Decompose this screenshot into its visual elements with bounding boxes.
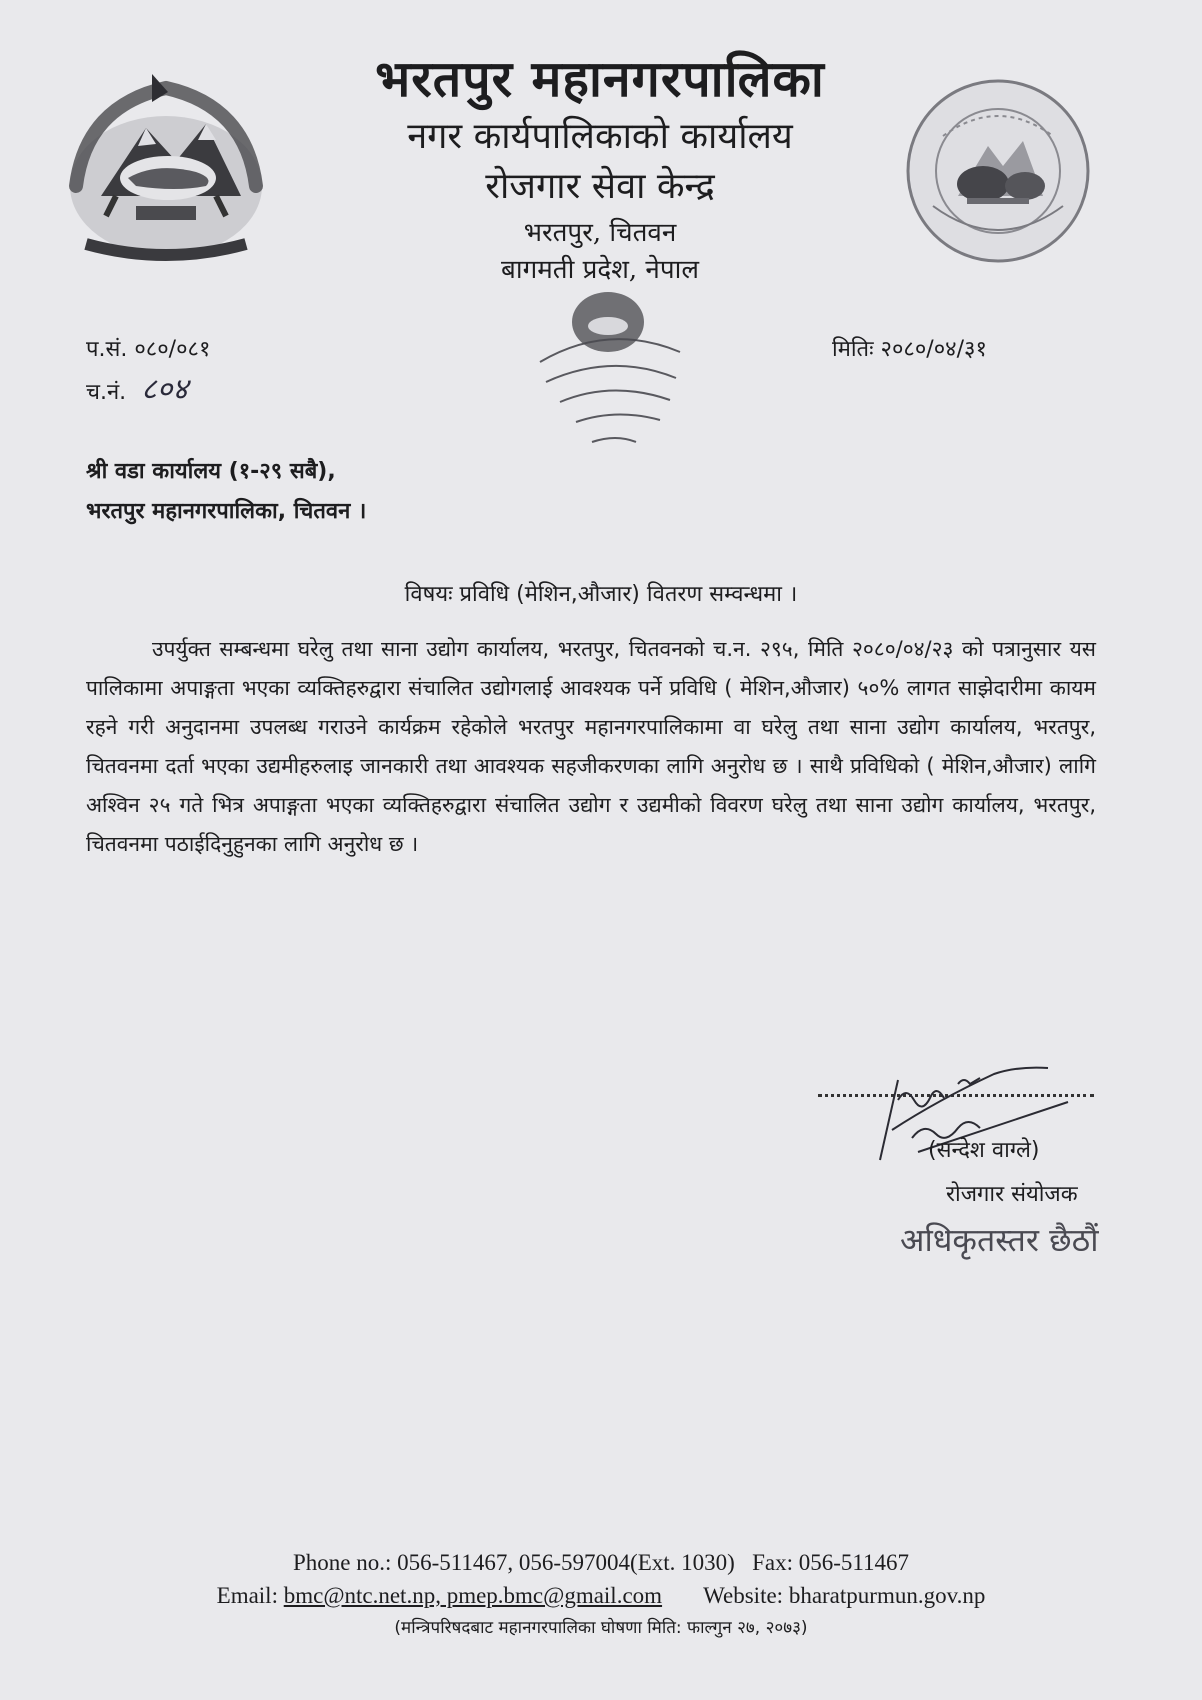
city-line: भरतपुर, चितवन: [523, 218, 677, 248]
reference-block: [86, 330, 210, 413]
patra-sankhya-line: [86, 330, 210, 370]
nepal-emblem-icon: [56, 66, 276, 264]
patra-sankhya-value: ०८०/०८१: [134, 337, 211, 362]
date-label: मितिः: [832, 337, 874, 362]
email-label: Email:: [216, 1583, 278, 1608]
letterhead: [290, 48, 910, 288]
recipient-line-1: श्री वडा कार्यालय (१-२९ सबै),: [86, 459, 336, 484]
patra-sankhya-label: प.सं.: [86, 337, 128, 362]
date-block: [832, 330, 987, 370]
recipient-line-2: भरतपुर महानगरपालिका, चितवन ।: [86, 499, 367, 524]
footer: [0, 1546, 1202, 1645]
date-value: २०८०/०४/३१: [880, 337, 987, 362]
rank-stamp: अधिकृतस्तर छैठौं: [900, 1221, 1099, 1259]
metropolitan-seal-icon: [903, 76, 1093, 266]
footer-contact-line: [0, 1546, 1202, 1579]
email-link[interactable]: bmc@ntc.net.np, pmep.bmc@gmail.com: [283, 1583, 663, 1608]
signature-block: [818, 1060, 1118, 1260]
website-label: Website:: [703, 1583, 784, 1608]
chalani-handwritten-value: ८०४: [141, 372, 188, 407]
chalani-line: [86, 370, 210, 413]
fax-value: 056-511467: [798, 1550, 910, 1575]
signatory-name: (सन्देश वाग्ले): [928, 1138, 1040, 1163]
subject-line: विषयः प्रविधि (मेशिन,औजार) वितरण सम्वन्धमा ।: [404, 582, 798, 607]
fax-label: Fax:: [752, 1550, 793, 1575]
province-line: बागमती प्रदेश, नेपाल: [501, 255, 699, 285]
signatory-role: रोजगार संयोजक: [946, 1182, 1078, 1207]
website-value[interactable]: bharatpurmun.gov.np: [788, 1583, 986, 1608]
org-name: भरतपुर महानगरपालिका: [375, 49, 825, 108]
letter-body: [86, 630, 1096, 864]
office-name: नगर कार्यपालिकाको कार्यालय: [407, 116, 793, 157]
chalani-label: च.नं.: [86, 380, 127, 405]
declaration-note: (मन्त्रिपरिषदबाट महानगरपालिका घोषणा मिति: फाल्गुन २७, २०७३): [394, 1618, 808, 1638]
office-stamp-icon: [520, 282, 696, 460]
phone-label: Phone no.:: [292, 1550, 392, 1575]
recipient-address: [86, 452, 366, 532]
centre-name: रोजगार सेवा केन्द्र: [485, 166, 715, 207]
phone-value: 056-511467, 056-597004(Ext. 1030): [397, 1550, 735, 1575]
footer-web-line: [0, 1579, 1202, 1612]
body-paragraph: उपर्युक्त सम्बन्धमा घरेलु तथा साना उद्योग कार्यालय, भरतपुर, चितवनको च.न. २९५, मिति २०८०/०४/२३ को पत्रानुसार यस पालिकामा अपाङ्गता भएका व्यक्तिहरुद्वारा संचालित उद्योगलाई आवश्यक पर्ने प्रविधि ( मेशिन,औजार) ५०% लागत साझेदारीमा कायम रहने गरी अनुदानमा उपलब्ध गराउने कार्यक्रम रहेकोले भरतपुर महानगरपालिकामा वा घरेलु तथा साना उद्योग कार्यालय, भरतपुर, चितवनमा दर्ता भएका उद्यमीहरुलाइ जानकारी तथा आवश्यक सहजीकरणका लागि अनुरोध छ । साथै प्रविधिको ( मेशिन,औजार) लागि अश्विन २५ गते भित्र अपाङ्गता भएका व्यक्तिहरुद्वारा संचालित उद्योग र उद्यमीको विवरण घरेलु तथा साना उद्योग कार्यालय, भरतपुर, चितवनमा पठाईदिनुहुनका लागि अनुरोध छ ।: [86, 637, 1096, 856]
